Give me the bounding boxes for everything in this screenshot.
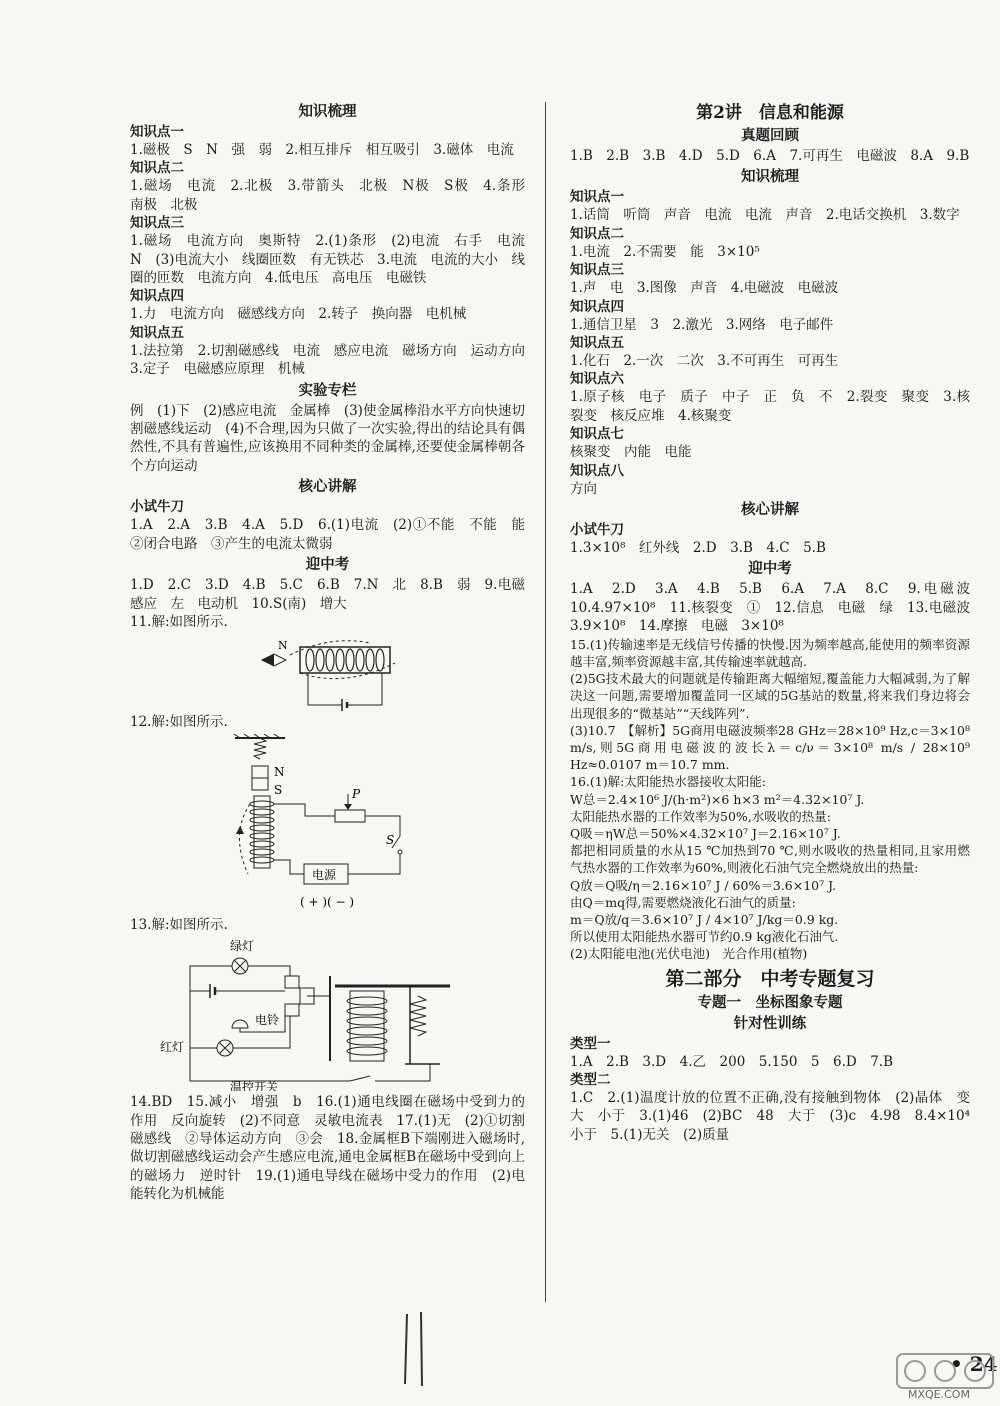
heading-core-right: 核心讲解: [741, 501, 799, 519]
leixing2-title: 类型二: [570, 1071, 611, 1088]
r-kp2-text: 1.电流 2.不需要 能 3×10⁵: [570, 243, 760, 260]
right-column: [570, 100, 984, 1144]
kp1-title: 知识点一: [130, 124, 184, 140]
heading-yingzhongkao: 迎中考: [305, 556, 350, 574]
r-kp4-text: 1.通信卫星 3 2.激光 3.网络 电子邮件: [570, 316, 834, 333]
fig12-switch-label: S: [386, 832, 395, 847]
r-kp7-title: 知识点七: [570, 426, 624, 443]
zhenti-title: 真题回顾: [741, 127, 799, 144]
figure-13-temperature-alarm: [130, 936, 525, 1091]
q13-label: 13.解:如图所示.: [130, 916, 228, 933]
r-kp8-text: 方向: [570, 480, 597, 497]
part2-title: 第二部分 中考专题复习: [665, 967, 875, 990]
zhenti-text: 1.B 2.B 3.B 4.D 5.D 6.A 7.可再生 电磁波 8.A 9.B: [570, 148, 970, 164]
figure-12-electromagnet-circuit: [130, 734, 525, 914]
page-number: • 24: [950, 1352, 998, 1376]
fig12-poles-label: ( + )( − ): [300, 894, 355, 909]
fig13-green-label: 绿灯: [230, 939, 255, 954]
xiaoshi-text: 1.A 2.A 3.B 4.A 5.D 6.(1)电流 (2)①不能 不能 能 ②闭合电路 ③产生的电流太微弱: [130, 517, 539, 552]
heading-knowledge: 知识梳理: [298, 103, 357, 120]
xiaoshi-title: 小试牛刀: [130, 499, 184, 516]
handwritten-mark: [395, 1310, 435, 1390]
r-kp6-text: 1.原子核 电子 质子 中子 正 负 不 2.裂变 聚变 3.核裂变 核反应堆 4.核聚变: [570, 389, 970, 424]
leixing2-text: 1.C 2.(1)温度计放的位置不正确,没有接触到物体 (2)晶体 变大 小于 3.(1)46 (2)BC 48 大于 (3)c 4.98 8.4×10⁴ 小于 5.(1)无关 (2)质量: [570, 1089, 984, 1143]
r-kp8-title: 知识点八: [570, 462, 624, 479]
kp4-title: 知识点四: [130, 288, 184, 305]
figure-11-solenoid: [130, 633, 525, 711]
leixing1-text: 1.A 2.B 3.D 4.乙 200 5.150 5 6.D 7.B: [570, 1053, 894, 1070]
r-kp3-title: 知识点三: [570, 262, 624, 279]
r-kp7-text: 核聚变 内能 电能: [570, 444, 692, 461]
kp2-title: 知识点二: [130, 160, 184, 177]
fig13-bell-label: 电铃: [255, 1013, 280, 1028]
q12-label: 12.解:如图所示.: [130, 714, 228, 731]
r-kp5-title: 知识点五: [570, 335, 624, 352]
heading-core: 核心讲解: [298, 478, 357, 496]
q16-line3: 太阳能热水器的工作效率为50%,水吸收的热量:: [570, 808, 831, 824]
q16-line7: 由Q＝mq得,需要燃烧液化石油气的质量:: [570, 894, 796, 910]
fig12-n-label: N: [274, 764, 285, 779]
q16-line8: m＝Q放/q＝3.6×10⁷ J / 4×10⁷ J/kg＝0.9 kg.: [570, 911, 839, 927]
heading-yingzhongkao-right: 迎中考: [748, 560, 792, 578]
fig12-source-label: 电源: [312, 867, 337, 882]
q16-line2: W总＝2.4×10⁶ J/(h·m²)×6 h×3 m²＝4.32×10⁷ J.: [570, 791, 865, 807]
leixing1-title: 类型一: [570, 1035, 611, 1052]
r-xiaoshi-text: 1.3×10⁸ 红外线 2.D 3.B 4.C 5.B: [570, 540, 826, 557]
q16-line4: Q吸＝ηW总＝50%×4.32×10⁷ J＝2.16×10⁷ J.: [570, 825, 841, 841]
kp3-title: 知识点三: [130, 215, 184, 232]
fig12-p-label: P: [352, 786, 361, 801]
answers-14-19: 14.BD 15.减小 增强 b 16.(1)通电线圈在磁场中受到力的作用 反向旋转 (2)不同意 灵敏电流表 17.(1)无 (2)①切割磁感线 ②导体运动方向 ③会 18.金属框B下端刚进入磁场时,做切割磁感线运动会产生感应电流,通电金属框B在磁场中受到向上的磁场力 逆时针 19.(1)通电导线在磁场中受力的作用 (2)电能转化为机械能: [130, 1094, 525, 1203]
experiment-text: 例 (1)下 (2)感应电流 金属棒 (3)使金属棒沿水平方向快速切割磁感线运动 (4)不合理,因为只做了一次实验,得出的结论具有偶然性,不具有普遍性,应该换用不同种类的金属棒,还要使金属棒朝各个方向运动: [130, 402, 525, 474]
yingzhongkao-text: 1.D 2.C 3.D 4.B 5.C 6.B 7.N 北 8.B 弱 9.电磁感应 左 电动机 10.S(南) 增大: [130, 577, 525, 612]
q16-line6: Q放＝Q吸/η＝2.16×10⁷ J / 60%＝3.6×10⁷ J.: [570, 877, 837, 893]
kp4-text: 1.力 电流方向 磁感线方向 2.转子 换向器 电机械: [130, 306, 467, 323]
fig12-s-label: S: [274, 782, 283, 797]
r-kp3-text: 1.声 电 3.图像 声音 4.电磁波 电磁波: [570, 280, 839, 297]
column-divider: [545, 102, 546, 1302]
r-kp4-title: 知识点四: [570, 298, 624, 315]
r-kp1-text: 1.话筒 听筒 声音 电流 电流 声音 2.电话交换机 3.数字: [570, 207, 960, 224]
kp3-text: 1.磁场 电流方向 奥斯特 2.(1)条形 (2)电流 右手 电流 N (3)电流大小 线圈匝数 有无铁芯 3.电流 电流的大小 线圈的匝数 电流方向 4.低电压 高电压 电磁铁: [130, 233, 539, 287]
q16-line5: 都把相同质量的水从15 ℃加热到70 ℃,则水吸收的热量相同,且家用燃气热水器的工作效率为60%,则液化石油气完全燃烧放出的热量:: [570, 843, 970, 876]
r-kp5-text: 1.化石 2.一次 二次 3.不可再生 可再生: [570, 353, 839, 370]
kp5-text: 1.法拉第 2.切割磁感线 电流 感应电流 磁场方向 运动方向 3.定子 电磁感应原理 机械: [130, 342, 539, 378]
watermark-text: MXQE.COM: [908, 1388, 970, 1401]
kp1-text: 1.磁极 S N 强 弱 2.相互排斥 相互吸引 3.磁体 电流: [130, 142, 514, 158]
r-kp6-title: 知识点六: [570, 371, 624, 388]
heading-experiment: 实验专栏: [298, 381, 357, 399]
q16-line1: 16.(1)解:太阳能热水器接收太阳能:: [570, 774, 767, 790]
r-xiaoshi-title: 小试牛刀: [570, 522, 624, 539]
left-column: [130, 100, 539, 1204]
q16-line10: (2)太阳能电池(光伏电池) 光合作用(植物): [570, 946, 808, 962]
lecture-title: 第2讲 信息和能源: [696, 103, 844, 123]
kp2-text: 1.磁场 电流 2.北极 3.带箭头 北极 N极 S极 4.条形 南极 北极: [130, 178, 539, 213]
fig13-switch-label: 温控开关: [230, 1080, 279, 1092]
kp5-title: 知识点五: [130, 324, 184, 341]
q11-label: 11.解:如图所示.: [130, 613, 228, 630]
r-yingzhongkao-text: 1.A 2.D 3.A 4.B 5.B 6.A 7.A 8.C 9.电磁波 10.4.97×10⁸ 11.核裂变 ① 12.信息 电磁 绿 13.电磁波 3.9×10⁸ 14.摩擦 电磁 3×10⁸: [570, 581, 984, 635]
q16-line9: 所以使用太阳能热水器可节约0.9 kg液化石油气.: [570, 929, 839, 945]
r-kp2-title: 知识点二: [570, 225, 624, 242]
zhuanti-title: 专题一 坐标图象专题: [697, 993, 843, 1011]
fig13-red-label: 红灯: [160, 1040, 185, 1055]
zhendui-title: 针对性训练: [733, 1014, 807, 1032]
q15-part3: (3)10.7 【解析】5G商用电磁波频率28 GHz＝28×10⁹ Hz,c＝3×10⁸ m/s,则5G商用电磁波的波长λ＝c/ν＝3×10⁸ m/s / 28×10⁹ Hz≈0.0107 m＝10.7 mm.: [570, 722, 970, 773]
r-kp1-title: 知识点一: [570, 189, 624, 206]
q15-part2: (2)5G技术最大的问题就是传输距离大幅缩短,覆盖能力大幅减弱,为了解决这一问题,需要增加覆盖同一区域的5G基站的数量,将来我们身边将会出现很多的“微基站”“天线阵列”.: [570, 671, 970, 721]
fig11-n-label: N: [278, 639, 288, 653]
q15-part1: 15.(1)传输速率是无线信号传播的快慢.因为频率越高,能使用的频率资源越丰富,频率资源越丰富,其传输速率就越高.: [570, 636, 970, 669]
heading-knowledge-right: 知识梳理: [741, 168, 799, 186]
